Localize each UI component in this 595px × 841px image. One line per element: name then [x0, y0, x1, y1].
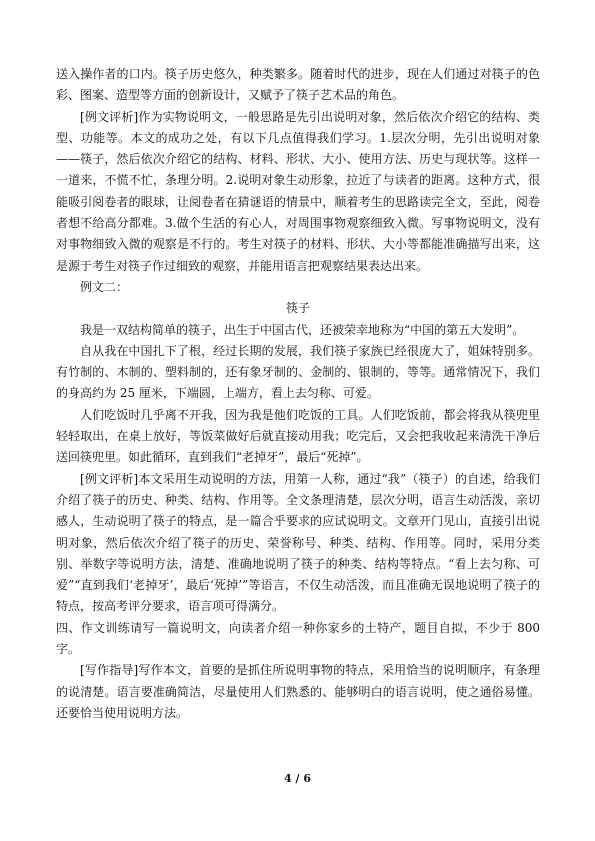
paragraph-intro-continuation: 送入操作者的口内。筷子历史悠久，种类繁多。随着时代的进步，现在人们通过对筷子的色彩、图案、造型等方面的创新设计，又赋予了筷子艺术品的角色。: [56, 67, 540, 103]
essay-paragraph-2: 自从我在中国扎下了根，经过长期的发展，我们筷子家族已经很庞大了，姐妹特别多。有竹制的、木制的、塑料制的，还有象牙制的、金制的、银制的，等等。通常情况下，我们的身高约为 25 厘米，下端圆，上端方，看上去匀称、可爱。: [56, 343, 540, 401]
paragraph-commentary-2: [例文评析]本文采用生动说明的方法，用第一人称，通过“我”（筷子）的自述，给我们介绍了筷子的历史、种类、结构、作用等。全文条理清楚，层次分明，语言生动活泼，亲切感人，生动说明了筷子的特点，是一篇合乎要求的应试说明文。文章开门见山，直接引出说明对象，然后依次介绍了筷子的历史、荣誉称号、种类、结构、作用等。同时，采用分类别、举数字等说明方法，清楚、准确地说明了筷子的种类、结构等特点。“看上去匀称、可爱”“直到我们‘老掉牙’，最后‘死掉’”等语言，不仅生动活泼，而且准确无误地说明了筷子的特点，按高考评分要求，语言项可得满分。: [56, 471, 540, 614]
page-number: 4 / 6: [284, 772, 311, 785]
essay-paragraph-3: 人们吃饭时几乎离不开我，因为我是他们吃饭的工具。人们吃饭前，都会将我从筷兜里轻轻取出，在桌上放好，等饭菜做好后就直接动用我；吃完后，又会把我收起来清洗干净后送回筷兜里。如此循环，直到我们“老掉牙”，最后“死掉”。: [56, 407, 540, 465]
paragraph-commentary-1: [例文评析]作为实物说明文，一般思路是先引出说明对象，然后依次介绍它的结构、类型、功能等。本文的成功之处，有以下几点值得我们学习。1.层次分明，先引出说明对象——筷子，然后依次介绍它的结构、材料、形状、大小、使用方法、历史与现状等。这样一一道来，不慌不忙，条理分明。2.说明对象生动形象，拉近了与读者的距离。这种方式，很能吸引阅卷者的眼球，让阅卷者在猜谜语的情景中，顺着考生的思路读完全文，至此，阅卷者想不给高分都难。3.做个生活的有心人，对周围事物观察细致入微。写事物说明文，没有对事物细致入微的观察是不行的。考生对筷子的材料、形状、大小等都能准确描写出来，这是源于考生对筷子作过细致的观察，并能用语言把观察结果表达出来。: [56, 109, 540, 273]
paragraph-writing-task: 四、作文训练请写一篇说明文，向读者介绍一种你家乡的土特产，题目自拟，不少于 800 字。: [56, 620, 540, 657]
essay-title: 筷子: [285, 301, 310, 316]
essay-paragraph-1: 我是一双结构简单的筷子，出生于中国古代，还被荣幸地称为“中国的第五大发明”。: [80, 322, 525, 337]
paragraph-writing-guidance: [写作指导]写作本文，首要的是抓住所说明事物的特点，采用恰当的说明顺序，有条理的说清楚。语言要准确简洁，尽量使用人们熟悉的、能够明白的语言说明，使之通俗易懂。还要恰当使用说明方法。: [56, 663, 540, 720]
document-body: [56, 64, 540, 724]
paragraph-example-two-heading: 例文二：: [80, 279, 129, 294]
